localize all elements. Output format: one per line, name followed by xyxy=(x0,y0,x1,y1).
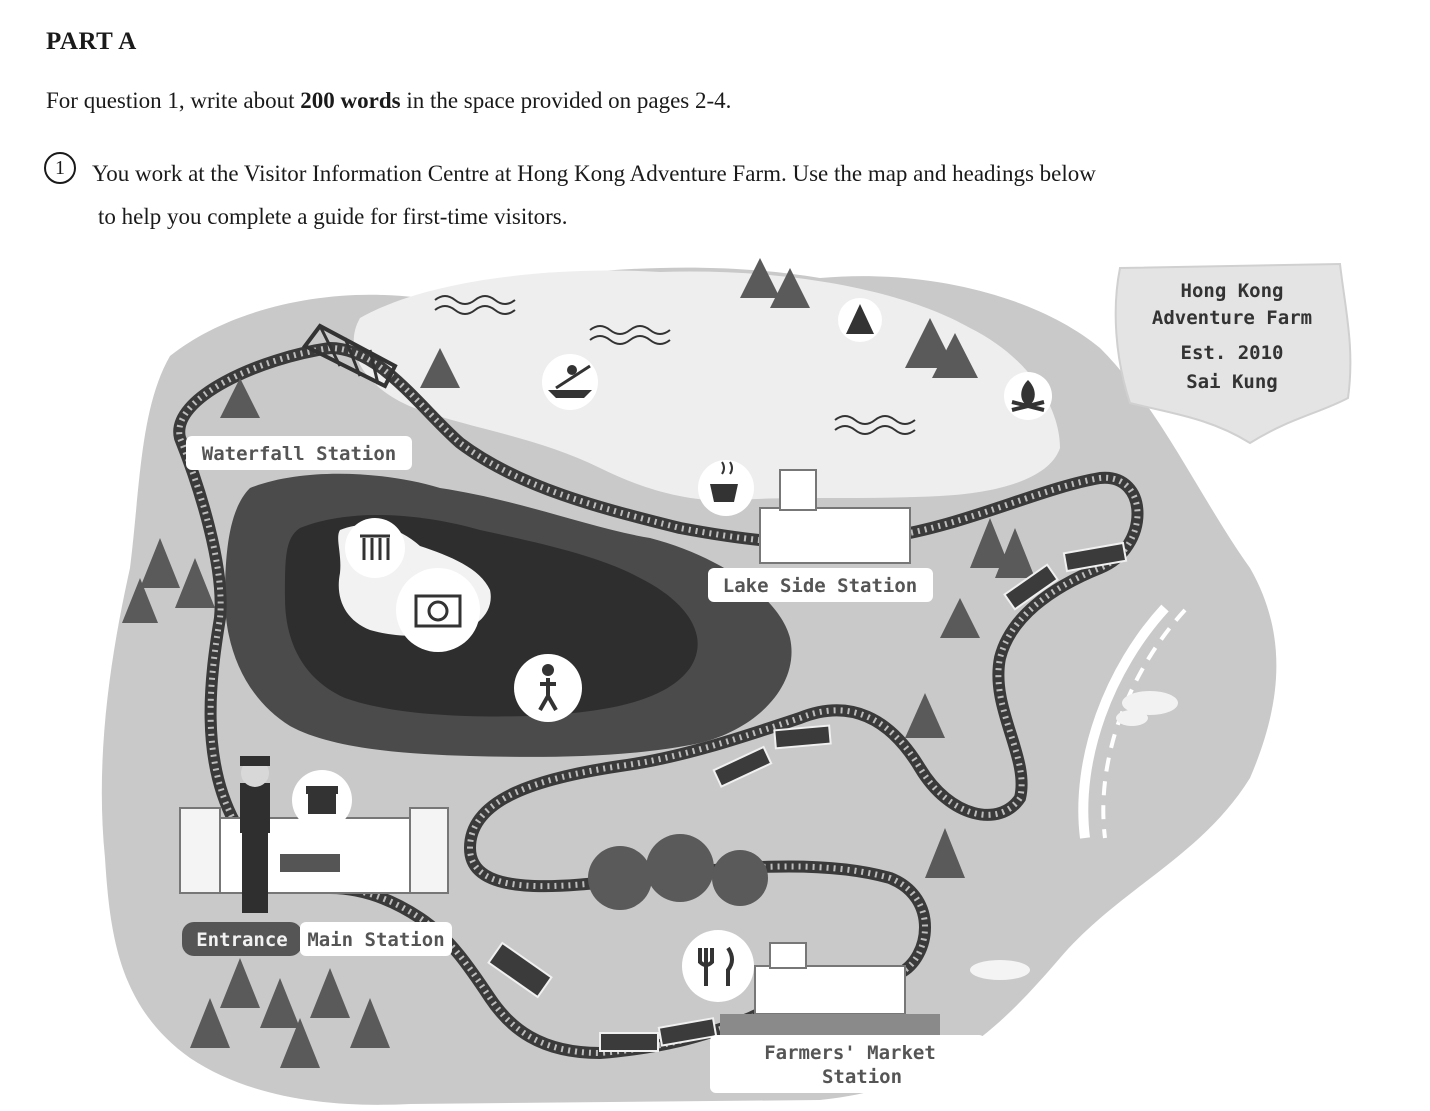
station-master-figure xyxy=(240,756,270,913)
lakeside-station-label xyxy=(708,568,933,602)
instruction-prefix: For question 1, write about xyxy=(46,88,301,113)
instruction-suffix: in the space provided on pages 2-4. xyxy=(400,88,732,113)
farmers-market-text-1: Farmers' Market xyxy=(764,1042,936,1064)
badge-line-4: Sai Kung xyxy=(1186,371,1278,393)
waterfall-station-label xyxy=(186,436,412,470)
farmers-market-station-label xyxy=(710,1035,985,1093)
camping-tent-icon xyxy=(838,298,882,342)
gift-icon xyxy=(292,770,352,830)
canoe-icon xyxy=(542,354,598,410)
deer xyxy=(970,960,1030,980)
part-title: PART A xyxy=(46,28,137,55)
lakeside-station-text: Lake Side Station xyxy=(722,575,918,597)
question-number: 1 xyxy=(44,152,76,184)
campfire-icon xyxy=(1004,372,1052,420)
instruction-word-count: 200 words xyxy=(300,88,401,113)
question-text xyxy=(92,152,1312,238)
main-station-text: Main Station xyxy=(307,929,445,951)
question-line-1: You work at the Visitor Information Centre at Hong Kong Adventure Farm. Use the map and headings below xyxy=(92,161,1096,186)
badge-line-2: Adventure Farm xyxy=(1151,307,1313,329)
waterfall-icon xyxy=(345,518,405,578)
main-station-label xyxy=(300,922,452,956)
farm-map xyxy=(0,238,1430,1111)
restaurant-icon xyxy=(682,930,754,1002)
badge-line-1: Hong Kong xyxy=(1180,280,1284,302)
instruction-text xyxy=(46,88,731,114)
entrance-text: Entrance xyxy=(196,929,288,951)
camera-icon xyxy=(396,568,480,652)
hiking-icon xyxy=(514,654,582,722)
entrance-label xyxy=(182,922,302,956)
question-line-2: to help you complete a guide for first-time visitors. xyxy=(98,204,568,229)
waterfall-station-text: Waterfall Station xyxy=(201,443,397,465)
farmers-market-text-2: Station xyxy=(821,1066,903,1088)
coffee-icon xyxy=(698,460,754,516)
badge-line-3: Est. 2010 xyxy=(1180,342,1284,364)
